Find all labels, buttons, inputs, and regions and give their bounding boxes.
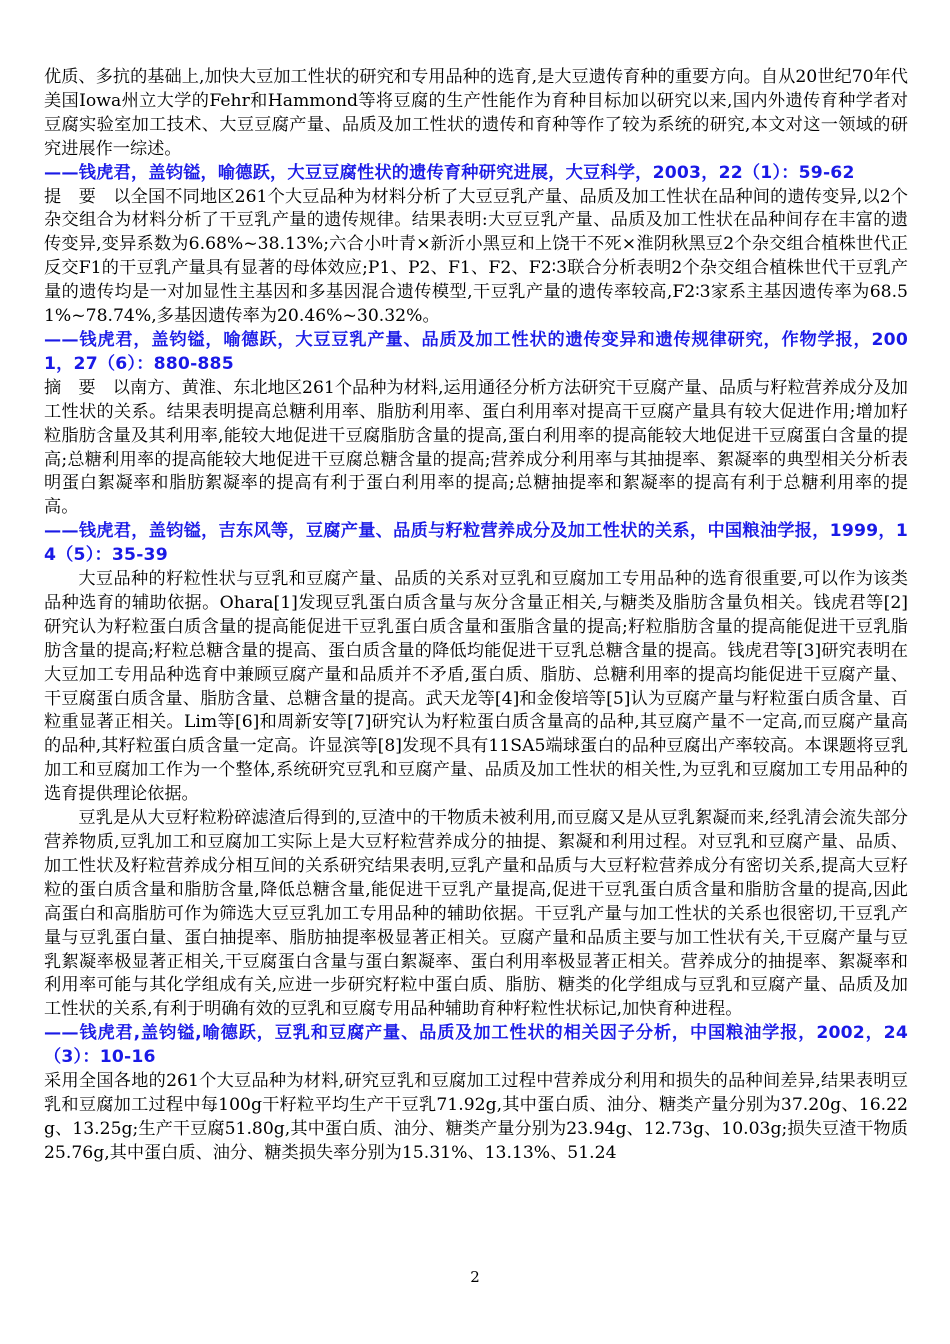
document-body (44, 66, 908, 1166)
citation-1: ——钱虎君，盖钧镒，喻德跃，大豆豆腐性状的遗传育种研究进展，大豆科学，2003，22（1）：59-62 (44, 162, 855, 183)
paragraph-intro: 优质、多抗的基础上,加快大豆加工性状的研究和专用品种的选育,是大豆遗传育种的重要方向。自从20世纪70年代美国Iowa州立大学的Fehr和Hammond等将豆腐的生产性能作为育种目标加以研究以来,国内外遗传育种学者对豆腐实验室加工技术、大豆豆腐产量、品质及加工性状的遗传和育种等作了较为系统的研究,本文对这一领域的研究进展作一综述。 (44, 67, 908, 159)
paragraph-body-2: 豆乳是从大豆籽粒粉碎滤渣后得到的,豆渣中的干物质未被利用,而豆腐又是从豆乳絮凝而来,经乳清会流失部分营养物质,豆乳加工和豆腐加工实际上是大豆籽粒营养成分的抽提、絮凝和利用过程。对豆乳和豆腐产量、品质、加工性状及籽粒营养成分相互间的关系研究结果表明,豆乳产量和品质与大豆籽粒营养成分有密切关系,提高大豆籽粒的蛋白质含量和脂肪含量,降低总糖含量,能促进干豆乳产量提高,促进干豆乳蛋白质含量和脂肪含量的提高,因此高蛋白和高脂肪可作为筛选大豆豆乳加工专用品种的辅助依据。干豆乳产量与加工性状的关系也很密切,干豆乳产量与豆乳蛋白量、蛋白抽提率、脂肪抽提率极显著正相关。豆腐产量和品质主要与加工性状有关,干豆腐产量与豆乳絮凝率极显著正相关,干豆腐蛋白含量与蛋白絮凝率、蛋白利用率极显著正相关。营养成分的抽提率、絮凝率和利用率可能与其化学组成有关,应进一步研究籽粒中蛋白质、脂肪、糖类的化学组成与豆乳和豆腐产量、品质及加工性状的关系,有利于明确有效的豆乳和豆腐专用品种辅助育种籽粒性状标记,加快育种进程。 (44, 808, 908, 1020)
paragraph-abstract-1: 提 要 以全国不同地区261个大豆品种为材料分析了大豆豆乳产量、品质及加工性状在品种间的遗传变异,以2个杂交组合为材料分析了干豆乳产量的遗传规律。结果表明:大豆豆乳产量、品质及加工性状在品种间存在丰富的遗传变异,变异系数为6.68%~38.13%;六合小叶青×新沂小黑豆和上饶干不死×淮阴秋黑豆2个杂交组合植株世代正反交F1的干豆乳产量具有显著的母体效应;P1、P2、F1、F2、F2∶3联合分析表明2个杂交组合植株世代干豆乳产量的遗传均是一对加显性主基因和多基因混合遗传模型,干豆乳产量的遗传率较高,F2∶3家系主基因遗传率为68.51%~78.74%,多基因遗传率为20.46%~30.32%。 (44, 186, 908, 327)
citation-4: ——钱虎君,盖钧镒,喻德跃，豆乳和豆腐产量、品质及加工性状的相关因子分析，中国粮油学报，2002，24（3）：10-16 (44, 1023, 908, 1068)
citation-2: ——钱虎君，盖钧镒，喻德跃，大豆豆乳产量、品质及加工性状的遗传变异和遗传规律研究，作物学报，2001，27（6）：880-885 (44, 329, 908, 374)
paragraph-abstract-3: 采用全国各地的261个大豆品种为材料,研究豆乳和豆腐加工过程中营养成分利用和损失的品种间差异,结果表明豆乳和豆腐加工过程中每100g干籽粒平均生产干豆乳71.92g,其中蛋白质、油分、糖类产量分别为37.20g、16.22g、13.25g;生产干豆腐51.80g,其中蛋白质、油分、糖类产量分别为23.94g、12.73g、10.03g;损失豆渣干物质25.76g,其中蛋白质、油分、糖类损失率分别为15.31%、13.13%、51.24 (44, 1071, 908, 1163)
citation-3: ——钱虎君，盖钧镒，吉东风等，豆腐产量、品质与籽粒营养成分及加工性状的关系，中国粮油学报，1999，14（5）：35-39 (44, 521, 908, 566)
paragraph-abstract-2: 摘 要 以南方、黄淮、东北地区261个品种为材料,运用通径分析方法研究干豆腐产量、品质与籽粒营养成分及加工性状的关系。结果表明提高总糖利用率、脂肪利用率、蛋白利用率对提高干豆腐产量具有较大促进作用;增加籽粒脂肪含量及其利用率,能较大地促进干豆腐脂肪含量的提高,蛋白利用率的提高能较大地促进干豆腐蛋白含量的提高;总糖利用率的提高能较大地促进干豆腐总糖含量的提高;营养成分利用率与其抽提率、絮凝率的典型相关分析表明蛋白絮凝率和脂肪絮凝率的提高有利于蛋白利用率的提高;总糖抽提率和絮凝率的提高有利于总糖利用率的提高。 (44, 377, 908, 518)
page-number: 2 (470, 1268, 480, 1286)
paragraph-body-1: 大豆品种的籽粒性状与豆乳和豆腐产量、品质的关系对豆乳和豆腐加工专用品种的选育很重要,可以作为该类品种选育的辅助依据。Ohara[1]发现豆乳蛋白质含量与灰分含量正相关,与糖类及脂肪含量负相关。钱虎君等[2]研究认为籽粒蛋白质含量的提高能促进干豆乳蛋白质含量和蛋脂含量的提高;籽粒脂肪含量的提高能促进干豆乳脂肪含量的提高;籽粒总糖含量的提高、蛋白质含量的降低均能促进干豆乳总糖含量的提高。钱虎君等[3]研究表明在大豆加工专用品种选育中兼顾豆腐产量和品质并不矛盾,蛋白质、脂肪、总糖利用率的提高均能促进干豆腐产量、干豆腐蛋白质含量、脂肪含量、总糖含量的提高。武天龙等[4]和金俊培等[5]认为豆腐产量与籽粒蛋白质含量、百粒重显著正相关。Lim等[6]和周新安等[7]研究认为籽粒蛋白质含量高的品种,其豆腐产量不一定高,而豆腐产量高的品种,其籽粒蛋白质含量一定高。许显滨等[8]发现不具有11SA5端球蛋白的品种豆腐出产率较高。本课题将豆乳加工和豆腐加工作为一个整体,系统研究豆乳和豆腐产量、品质及加工性状的相关性,为豆乳和豆腐加工专用品种的选育提供理论依据。 (44, 569, 908, 805)
